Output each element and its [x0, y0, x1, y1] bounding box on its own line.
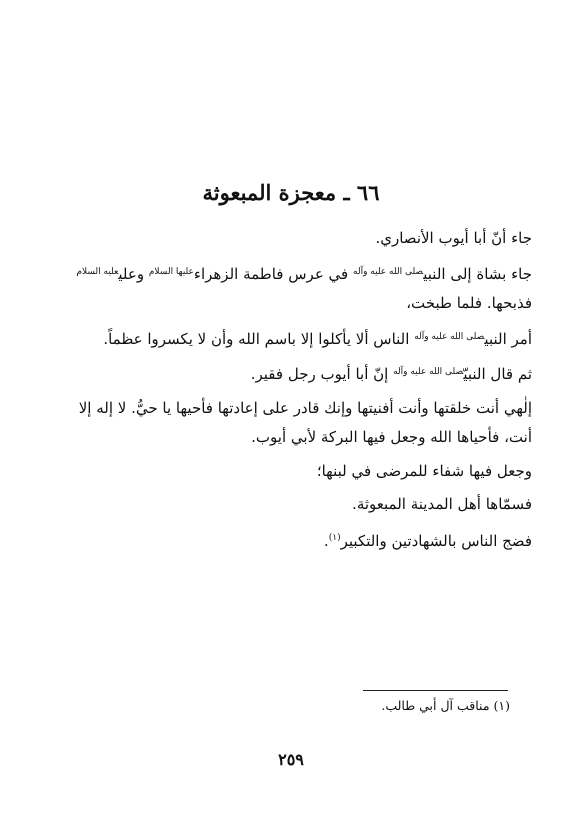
paragraph-3 [58, 323, 532, 355]
paragraph-8: فضج الناس بالشهادتين والتكبير$^{(١)}$. [323, 531, 532, 550]
chapter-body [58, 224, 532, 556]
paragraph-text: ثم قال النبيّ [463, 365, 532, 383]
footnote: (١) مناقب آل أبي طالب. [381, 698, 510, 713]
paragraph-6 [58, 457, 532, 487]
paragraph-text: وجعل فيها شفاء للمرضى في لبنها؛ [316, 461, 532, 480]
paragraph-text: فسمّاها أهل المدينة المبعوثة. [352, 495, 532, 513]
paragraph-5 [58, 394, 532, 453]
paragraph-text: في عرس فاطمة الزهراء [193, 264, 349, 283]
paragraph-text: إلٰهي أنت خلقتها وأنت أفنيتها وإنك قادر على إعادتها فأحيها يا حيُّ. لا إله إلا أنت، فأحياها الله وجعل فيها البركة لأبي أيوب. [78, 398, 532, 446]
footnote-divider [363, 690, 508, 691]
page-number: ٢٥٩ [278, 750, 304, 769]
chapter-title: ٦٦ ـ معجزة المبعوثة [202, 180, 380, 205]
paragraph-4 [58, 358, 532, 390]
honorific-fatima: عليها السلام [148, 266, 194, 277]
honorific-prophet: صلى الله عليه وآله [414, 331, 485, 342]
paragraph-7 [58, 490, 532, 520]
paragraph-text: جاء بشاة إلى النبي [423, 264, 532, 283]
paragraph-text: إنّ أبا أيوب رجل فقير. [250, 365, 389, 383]
paragraph-text: فذبحها. فلما طبخت، [406, 294, 532, 312]
honorific-prophet: صلى الله عليه وآله [353, 266, 424, 277]
paragraph-text: فضج الناس بالشهادتين والتكبير [340, 531, 532, 550]
paragraph-text: الناس ألا يأكلوا إلا باسم الله وأن لا يكسروا عظماً. [103, 329, 410, 348]
honorific-ali: عليه السلام [76, 266, 119, 277]
honorific-prophet: صلى الله عليه وآله [393, 367, 464, 377]
paragraph-text: جاء أنّ أبا أيوب الأنصاري. [375, 229, 532, 247]
paragraph-text: أمر النبي [484, 329, 532, 348]
paragraph-1 [58, 224, 532, 254]
paragraph-text: وعلي [118, 264, 145, 283]
paragraph-2 [58, 258, 532, 319]
footnote-reference[interactable]: (١) [328, 532, 341, 543]
